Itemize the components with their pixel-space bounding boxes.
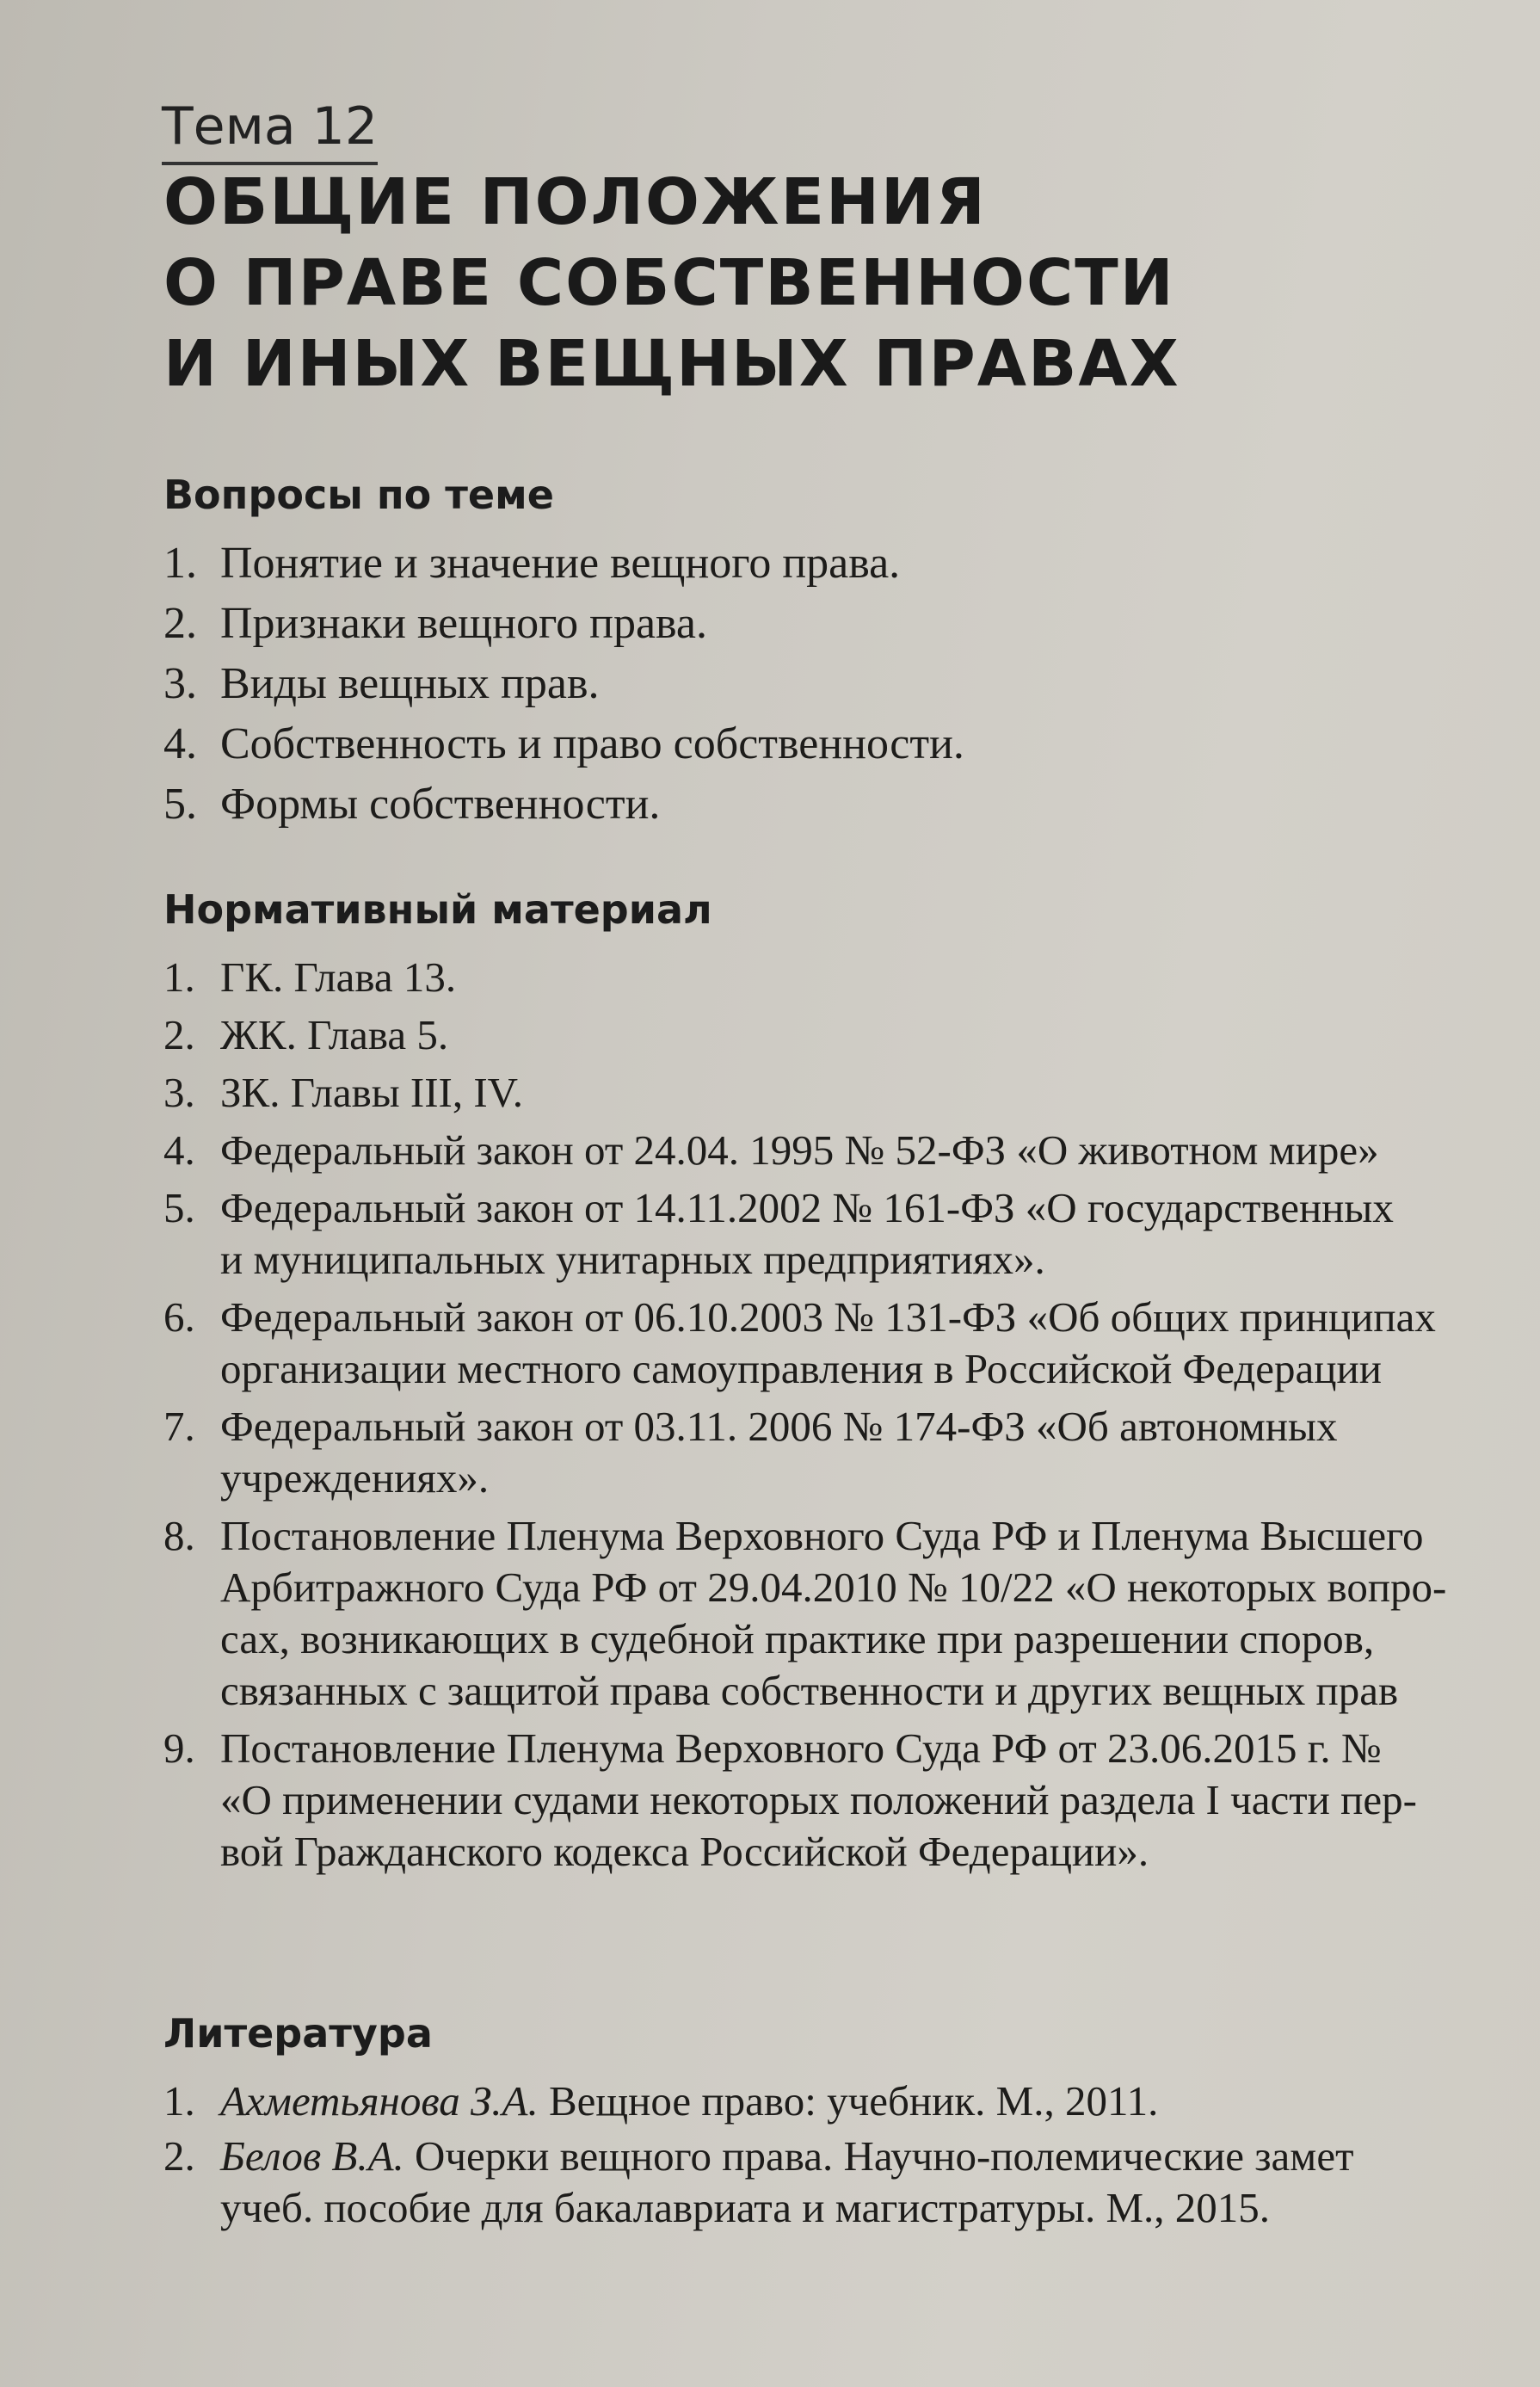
item-number: 6. [163,1293,195,1341]
item-text: ЖК. Глава 5. [220,1011,449,1058]
item-number: 8. [163,1512,195,1559]
item-text: ГК. Глава 13. [220,953,457,1001]
item-number: 7. [163,1403,195,1450]
literature-list [163,2076,1506,2234]
normative-section [163,886,1506,1884]
item-text: ЗК. Главы III, IV. [220,1069,523,1116]
item-number: 1. [163,539,197,588]
list-item [163,537,1506,590]
list-item [163,1401,1506,1504]
list-item [163,1009,1506,1061]
item-text [220,2131,1506,2182]
item-text: учреждениях». [220,1454,490,1502]
item-text: вой Гражданского кодекса Российской Федерации». [220,1828,1149,1875]
item-text: Федеральный закон от 24.04. 1995 № 52-ФЗ «О животном мире» [220,1126,1379,1174]
item-number: 1. [163,953,195,1001]
item-number: 2. [163,1011,195,1058]
item-number: 1. [163,2077,195,2125]
list-item [163,2076,1506,2127]
questions-list [163,537,1506,831]
item-text: организации местного самоуправления в Российской Федерации [220,1345,1382,1392]
item-text: Виды вещных прав. [220,659,600,708]
item-number: 9. [163,1724,195,1772]
title-line: И ИНЫХ ВЕЩНЫХ ПРАВАХ [163,327,1180,401]
item-number: 5. [163,1184,195,1231]
normative-heading: Нормативный материал [163,886,712,933]
item-number: 3. [163,659,197,708]
item-text: «О применении судами некоторых положений раздела I части пер- [220,1776,1417,1823]
item-number: 2. [163,599,197,648]
item-text: Федеральный закон от 03.11. 2006 № 174-ФЗ «Об автономных [220,1403,1338,1450]
item-text [220,2076,1506,2127]
item-text: и муниципальных унитарных предприятиях». [220,1236,1045,1283]
author-name: Белов В.А. [220,2132,404,2180]
list-item [163,597,1506,651]
item-text: учеб. пособие для бакалавриата и магистратуры. М., 2015. [220,2184,1271,2231]
item-text: Федеральный закон от 06.10.2003 № 131-ФЗ «Об общих принципах [220,1293,1436,1341]
item-text: сах, возникающих в судебной практике при разрешении споров, [220,1615,1375,1662]
list-item [163,1067,1506,1119]
item-text: Арбитражного Суда РФ от 29.04.2010 № 10/22 «О некоторых вопро- [220,1564,1447,1611]
list-item [163,718,1506,771]
list-item [163,1125,1506,1176]
book-title: Очерки вещного права. Научно-полемические замет [415,2132,1354,2180]
list-item [163,1510,1506,1717]
list-item [163,778,1506,831]
item-text: Федеральный закон от 14.11.2002 № 161-ФЗ «О государственных [220,1184,1394,1231]
item-text: Постановление Пленума Верховного Суда РФ и Пленума Высшего [220,1512,1424,1559]
item-text: связанных с защитой права собственности и других вещных прав [220,1667,1399,1714]
literature-heading: Литература [163,2010,433,2057]
questions-heading: Вопросы по теме [163,472,554,518]
literature-section [163,2010,1506,2237]
item-text: Понятие и значение вещного права. [220,539,901,588]
list-item [163,1182,1506,1286]
item-number: 2. [163,2132,195,2180]
list-item [163,1292,1506,1395]
item-number: 4. [163,1126,195,1174]
topic-title [163,162,1180,404]
list-item [163,952,1506,1003]
author-name: Ахметьянова З.А. [220,2077,539,2125]
title-line: О ПРАВЕ СОБСТВЕННОСТИ [163,246,1175,320]
normative-list [163,952,1506,1878]
list-item [163,2131,1506,2234]
title-line: ОБЩИЕ ПОЛОЖЕНИЯ [163,165,987,239]
item-text: Признаки вещного права. [220,599,708,648]
item-number: 3. [163,1069,195,1116]
item-text: Формы собственности. [220,780,661,829]
questions-section [163,472,1506,838]
topic-label: Тема 12 [162,96,378,165]
item-text: Постановление Пленума Верховного Суда РФ от 23.06.2015 г. № [220,1724,1382,1772]
book-title: Вещное право: учебник. М., 2011. [548,2077,1159,2125]
item-number: 4. [163,719,197,768]
item-number: 5. [163,780,197,829]
list-item [163,1723,1506,1878]
list-item [163,657,1506,711]
item-text: Собственность и право собственности. [220,719,964,768]
